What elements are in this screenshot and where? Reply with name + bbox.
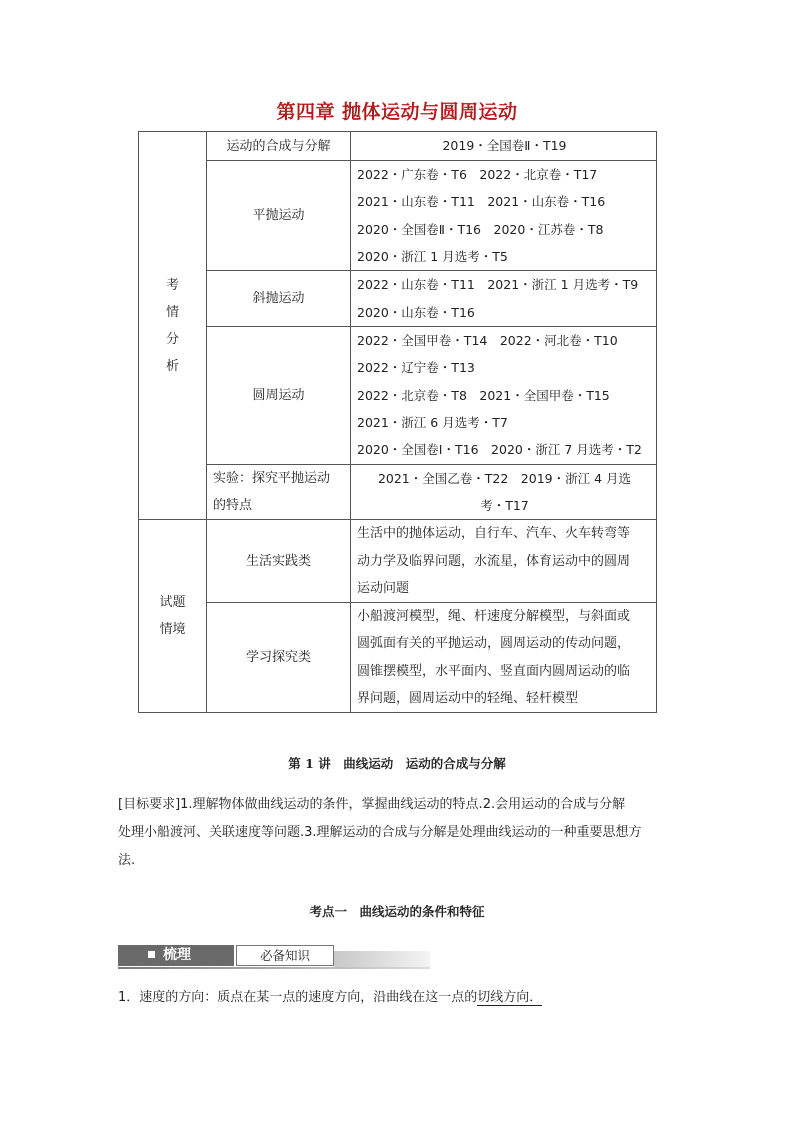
table-row	[139, 520, 657, 603]
knowledge-point-1: 1．速度的方向：质点在某一点的速度方向，沿曲线在这一点的切线方向．	[118, 990, 543, 1005]
goals-label: [目标要求]	[118, 797, 181, 812]
table-row	[139, 161, 657, 271]
refs-cell: 2022・广东卷・T6 2022・北京卷・T17 2021・山东卷・T11 2021・山东卷・T16 2020・全国卷Ⅱ・T16 2020・江苏卷・T8 2020・浙江 1 月选考・T5	[351, 161, 657, 271]
chapter-title: 第四章 抛体运动与圆周运动	[276, 101, 518, 123]
underlined-answer: 切线方向．	[477, 990, 543, 1005]
banner-gradient	[334, 951, 430, 967]
refs-cell: 2022・全国甲卷・T14 2022・河北卷・T10 2022・辽宁卷・T13 2022・北京卷・T8 2021・全国甲卷・T15 2021・浙江 6 月选考・T7 2020・全国卷Ⅰ・T16 2020・浙江 7 月选考・T2	[351, 327, 657, 464]
key-point-title: 考点一 曲线运动的条件和特征	[309, 904, 485, 919]
banner-sub: 必备知识	[236, 945, 334, 966]
banner-main: 梳理	[118, 945, 234, 966]
desc-cell: 小船渡河模型，绳、杆速度分解模型，与斜面或 圆弧面有关的平抛运动，圆周运动的传动问题， 圆锥摆模型，水平面内、竖直面内圆周运动的临 界问题，圆周运动中的轻绳、轻杆模型	[351, 603, 657, 713]
refs-cell: 2019・全国卷Ⅱ・T19	[351, 132, 657, 161]
table-row	[139, 271, 657, 327]
banner-rule	[118, 967, 430, 969]
table-row	[139, 132, 657, 161]
lecture-title: 第 1 讲 曲线运动 运动的合成与分解	[288, 756, 506, 771]
topic-cell: 运动的合成与分解	[207, 132, 351, 161]
goals-paragraph: [目标要求]1.理解物体做曲线运动的条件，掌握曲线运动的特点.2.会用运动的合成与分解 处理小船渡河、关联速度等问题.3.理解运动的合成与分解是处理曲线运动的一种重要思想方 法.	[118, 797, 642, 868]
topic-cell: 圆周运动	[207, 327, 351, 464]
refs-cell: 2022・山东卷・T11 2021・浙江 1 月选考・T9 2020・山东卷・T16	[351, 271, 657, 327]
desc-cell: 生活中的抛体运动，自行车、汽车、火车转弯等 动力学及临界问题，水流星，体育运动中的圆周 运动问题	[351, 520, 657, 603]
refs-cell: 2021・全国乙卷・T22 2019・浙江 4 月选 考・T17	[351, 464, 657, 520]
table-row	[139, 464, 657, 520]
section-banner	[118, 943, 430, 969]
exam-analysis-table	[138, 131, 657, 713]
table-row	[139, 603, 657, 713]
topic-cell: 实验：探究平抛运动 的特点	[207, 464, 351, 520]
topic-cell: 斜抛运动	[207, 271, 351, 327]
topic-cell: 学习探究类	[207, 603, 351, 713]
topic-cell: 平抛运动	[207, 161, 351, 271]
table-row	[139, 327, 657, 464]
topic-cell: 生活实践类	[207, 520, 351, 603]
section-label-test-situation: 试题 情境	[139, 520, 207, 713]
square-bullet-icon	[148, 951, 155, 958]
section-label-exam-analysis: 考 情 分 析	[139, 132, 207, 520]
